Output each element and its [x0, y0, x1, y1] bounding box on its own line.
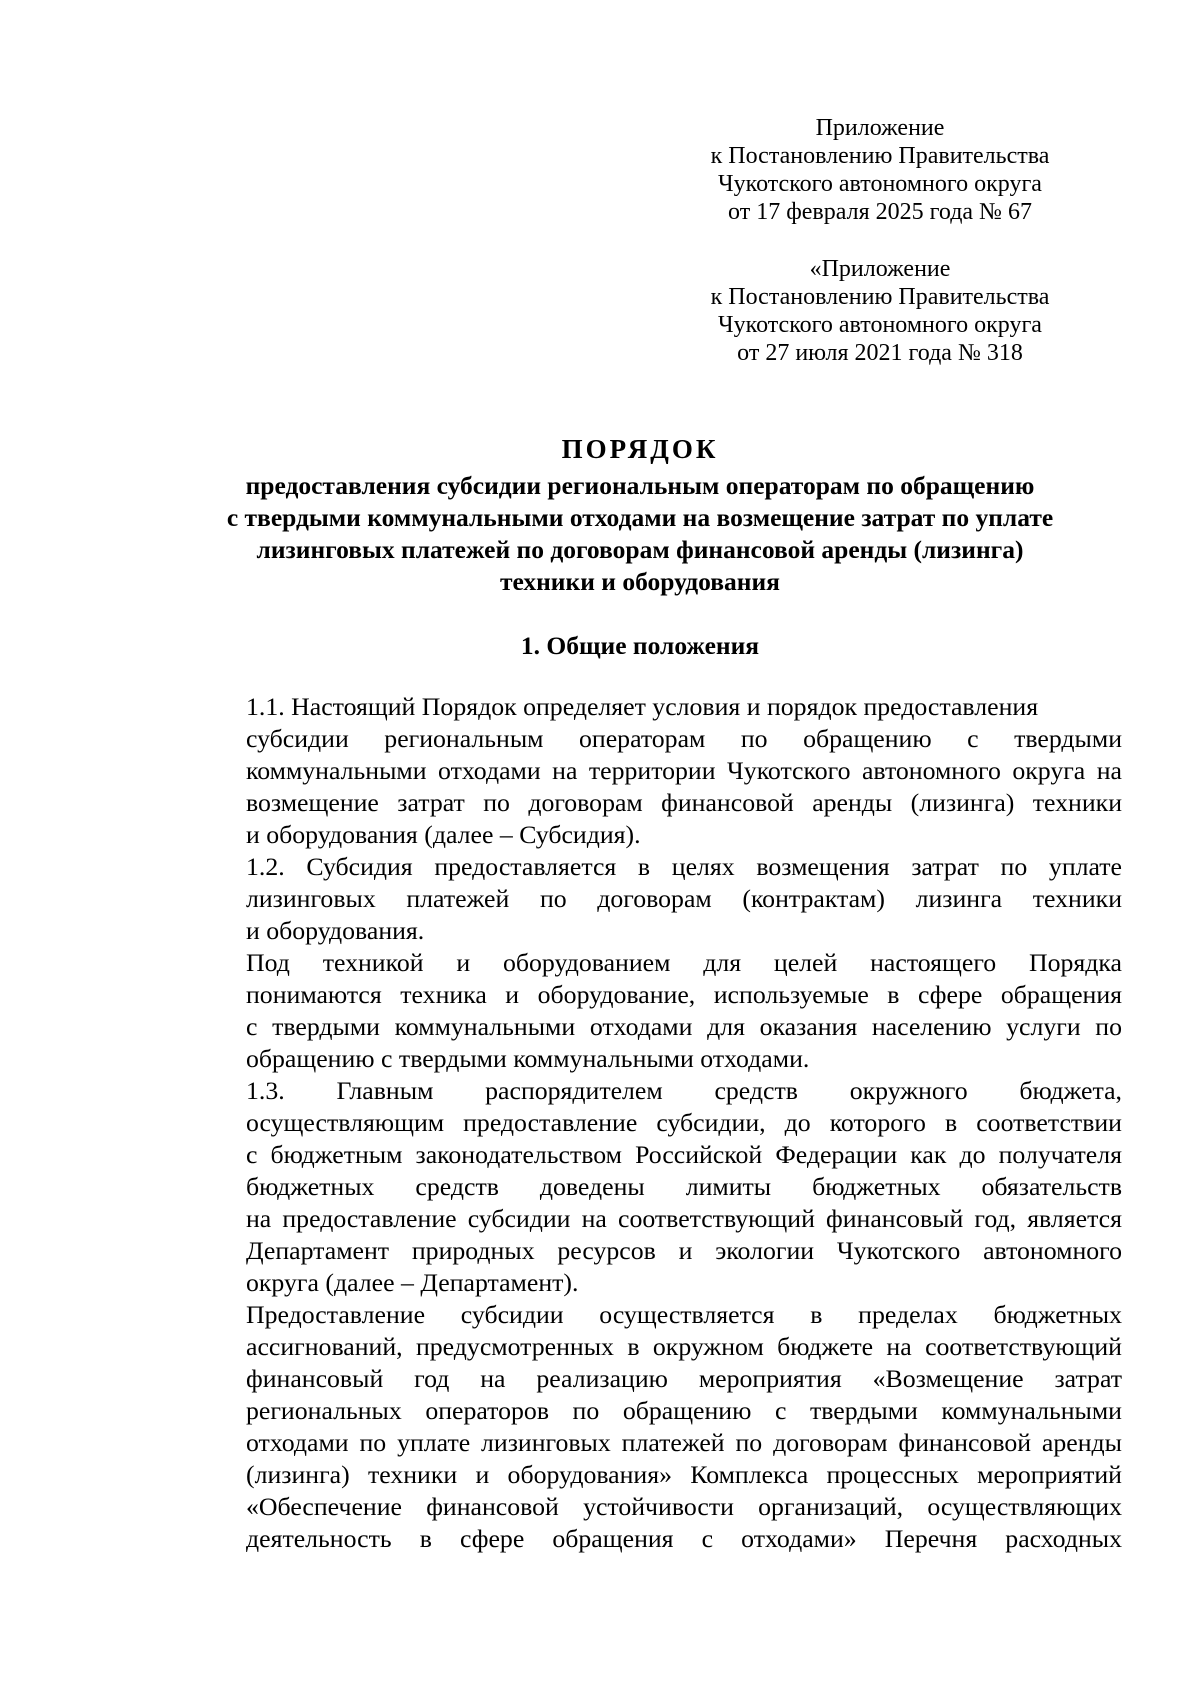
paragraph-equipment-definition: [172, 947, 1122, 1075]
appendix-line: Приложение: [815, 115, 945, 141]
document-title-block: [160, 432, 1120, 598]
text-line: (лизинга) техники и оборудования» Комплекса процессных мероприятий: [246, 1460, 1122, 1489]
section-heading: 1. Общие положения: [520, 631, 760, 660]
appendix-line: «Приложение: [809, 256, 951, 282]
text-line: 1.1. Настоящий Порядок определяет условия и порядок предоставления: [246, 692, 1039, 721]
text-line: 1.2. Субсидия предоставляется в целях возмещения затрат по уплате: [246, 852, 1122, 881]
text-line: с бюджетным законодательством Российской Федерации как до получателя: [246, 1140, 1122, 1169]
appendix-line: к Постановлению Правительства: [710, 284, 1050, 310]
text-line: лизинговых платежей по договорам (контрактам) лизинга техники: [246, 884, 1122, 913]
text-line: с твердыми коммунальными отходами для оказания населению услуги по: [246, 1012, 1122, 1041]
subtitle-line: техники и оборудования: [500, 567, 780, 596]
text-line: Предоставление субсидии осуществляется в пределах бюджетных: [246, 1300, 1122, 1329]
paragraph-1-3: [172, 1075, 1122, 1299]
text-line: 1.3. Главным распорядителем средств окружного бюджета,: [246, 1076, 1122, 1105]
subtitle-line: лизинговых платежей по договорам финансовой аренды (лизинга): [256, 535, 1024, 564]
subtitle-line: предоставления субсидии региональным операторам по обращению: [245, 471, 1035, 500]
paragraph-budget-allocations: [172, 1299, 1122, 1555]
text-line: и оборудования.: [246, 916, 425, 945]
text-line: «Обеспечение финансовой устойчивости организаций, осуществляющих: [246, 1492, 1122, 1521]
appendix-line: от 27 июля 2021 года № 318: [737, 340, 1023, 366]
text-line: бюджетных средств доведены лимиты бюджетных обязательств: [246, 1172, 1122, 1201]
text-line: ассигнований, предусмотренных в окружном бюджете на соответствующий: [246, 1332, 1122, 1361]
subtitle-line: с твердыми коммунальными отходами на возмещение затрат по уплате: [226, 503, 1054, 532]
appendix-header-original: [690, 255, 1070, 367]
text-line: отходами по уплате лизинговых платежей по договорам финансовой аренды: [246, 1428, 1122, 1457]
text-line: обращению с твердыми коммунальными отходами.: [246, 1044, 810, 1073]
text-line: субсидии региональным операторам по обращению с твердыми: [246, 724, 1122, 753]
text-line: деятельность в сфере обращения с отходами» Перечня расходных: [246, 1524, 1122, 1553]
text-line: коммунальными отходами на территории Чукотского автономного округа на: [246, 756, 1122, 785]
text-line: округа (далее – Департамент).: [246, 1268, 579, 1297]
text-line: на предоставление субсидии на соответствующий финансовый год, является: [246, 1204, 1122, 1233]
document-subtitle: [160, 470, 1120, 598]
text-line: возмещение затрат по договорам финансовой аренды (лизинга) техники: [246, 788, 1122, 817]
appendix-line: от 17 февраля 2025 года № 67: [728, 199, 1032, 225]
document-body: [172, 691, 1122, 1555]
text-line: и оборудования (далее – Субсидия).: [246, 820, 641, 849]
appendix-line: Чукотского автономного округа: [718, 312, 1042, 338]
paragraph-1-1: [172, 691, 1122, 851]
appendix-line: Чукотского автономного округа: [718, 171, 1042, 197]
text-line: понимаются техника и оборудование, используемые в сфере обращения: [246, 980, 1122, 1009]
text-line: финансовый год на реализацию мероприятия «Возмещение затрат: [246, 1364, 1122, 1393]
text-line: Департамент природных ресурсов и экологии Чукотского автономного: [246, 1236, 1122, 1265]
document-title: ПОРЯДОК: [561, 434, 719, 464]
text-line: Под техникой и оборудованием для целей настоящего Порядка: [246, 948, 1122, 977]
paragraph-1-2: [172, 851, 1122, 947]
text-line: региональных операторов по обращению с твердыми коммунальными: [246, 1396, 1122, 1425]
appendix-line: к Постановлению Правительства: [710, 143, 1050, 169]
appendix-header-current: [690, 114, 1070, 226]
text-line: осуществляющим предоставление субсидии, до которого в соответствии: [246, 1108, 1122, 1137]
